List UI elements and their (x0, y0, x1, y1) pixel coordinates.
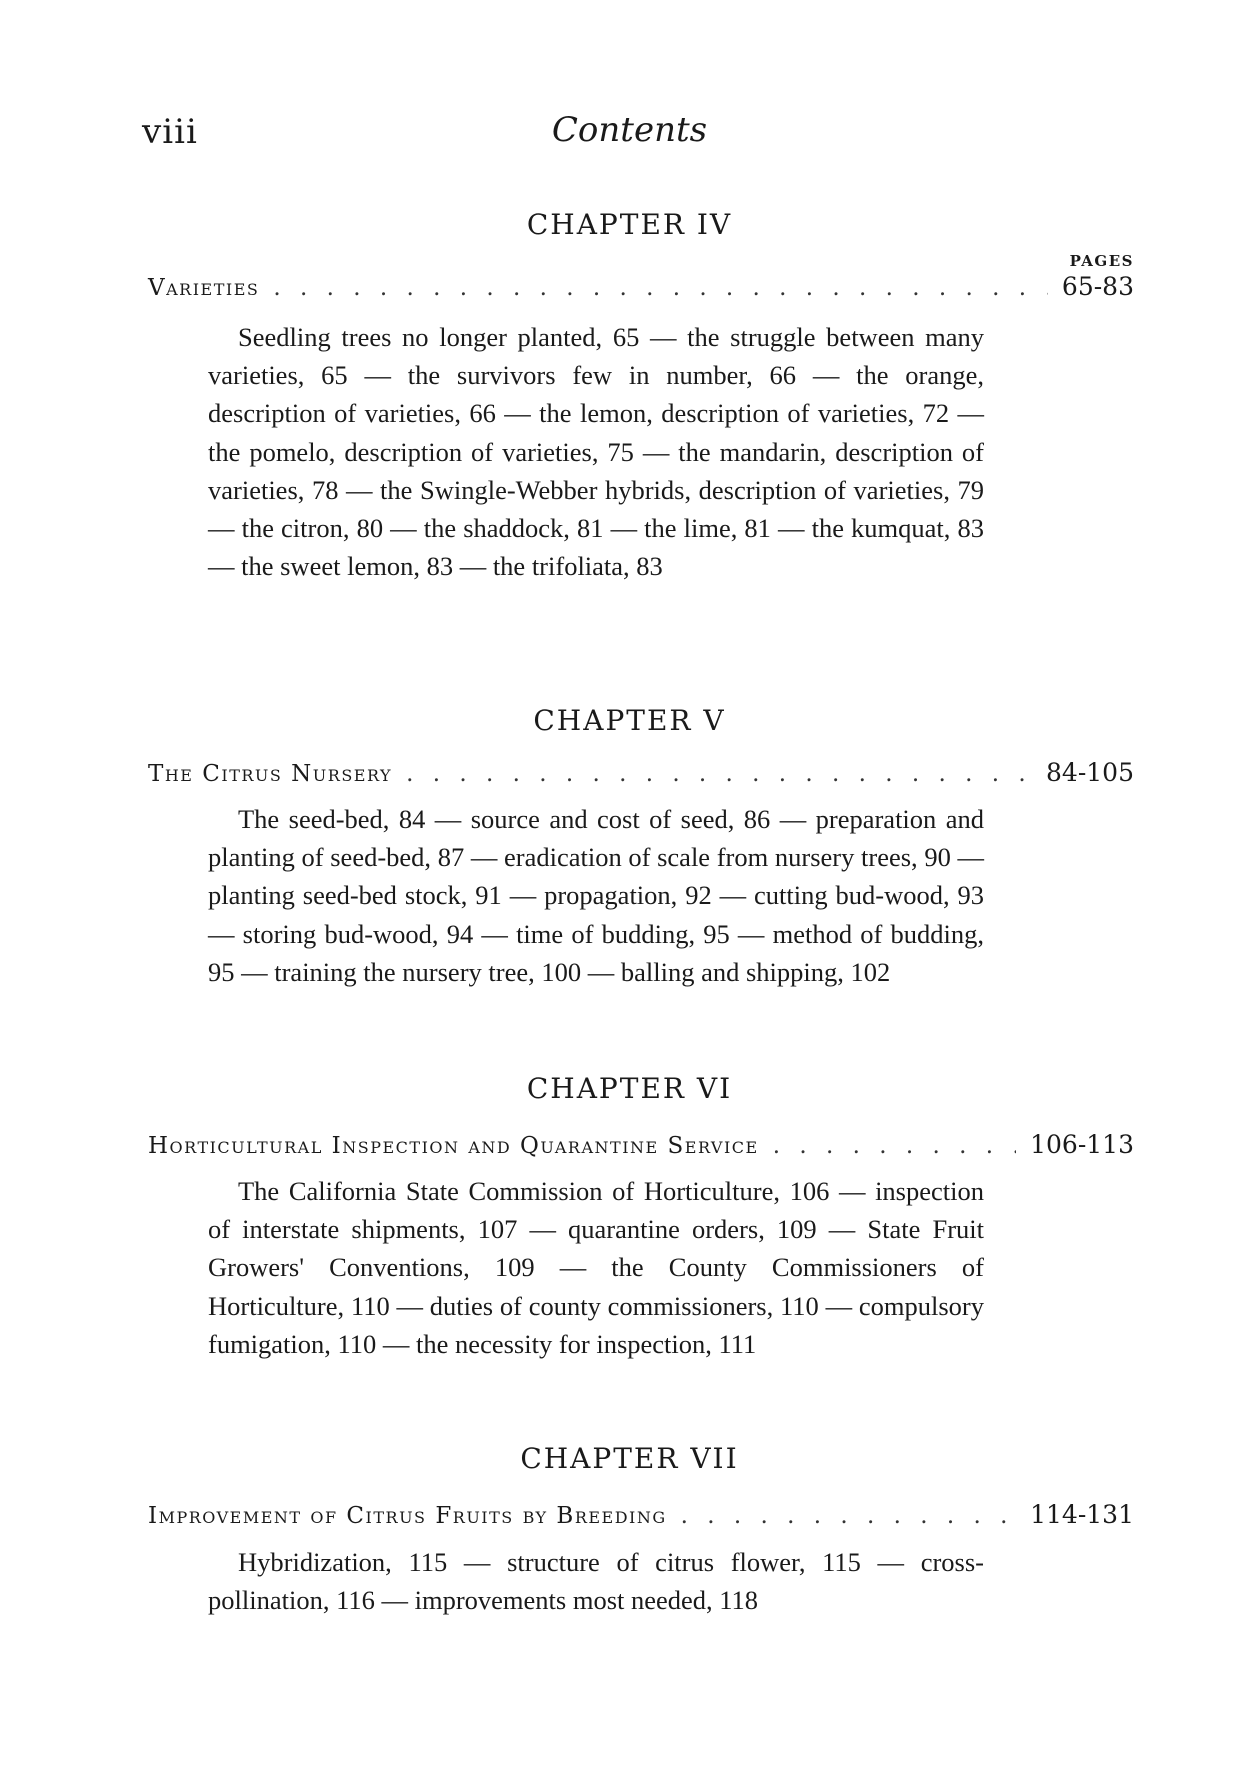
page-number: viii (142, 112, 198, 152)
page-range: 106-113 (1030, 1130, 1134, 1159)
page-range: 114-131 (1030, 1500, 1134, 1529)
toc-entry (148, 1500, 1134, 1529)
chapter-summary: Seedling trees no longer planted, 65 — the struggle between many varieties, 65 — the survivors few in number, 66 — the orange, description of varieties, 66 — the lemon, description of varieties, 72 — the pomelo, description of varieties, 75 — the mandarin, description of varieties, 78 — the Swingle-Webber hybrids, description of varieties, 79 — the citron, 80 — the shaddock, 81 — the lime, 81 — the kumquat, 83 — the sweet lemon, 83 — the trifoliata, 83 (208, 322, 984, 582)
entry-title: Improvement of Citrus Fruits by Breeding (148, 1503, 667, 1529)
chapter-summary: Hybridization, 115 — structure of citrus flower, 115 — cross-pollination, 116 — improvements most needed, 118 (208, 1547, 984, 1616)
entry-title: The Citrus Nursery (148, 761, 393, 787)
dot-leader (773, 1133, 1016, 1159)
toc-entry (148, 758, 1134, 787)
toc-entry (148, 1130, 1134, 1159)
toc-entry (148, 272, 1134, 301)
dot-leader (273, 275, 1048, 301)
chapter-heading: CHAPTER V (533, 704, 726, 737)
chapter-heading: CHAPTER VII (520, 1442, 739, 1475)
page-range: 65-83 (1061, 272, 1134, 301)
page-range: 84-105 (1046, 758, 1134, 787)
chapter-heading: CHAPTER IV (526, 208, 733, 241)
entry-title: Horticultural Inspection and Quarantine Service (148, 1133, 759, 1159)
entry-title: Varieties (148, 275, 260, 301)
pages-column-label: PAGES (1069, 252, 1134, 270)
dot-leader (406, 761, 1032, 787)
running-title: Contents (551, 110, 708, 150)
chapter-summary: The California State Commission of Horticulture, 106 — inspection of interstate shipments, 107 — quarantine orders, 109 — State Fruit Growers' Conventions, 109 — the County Commissioners of Horticulture, 110 — duties of county commissioners, 110 — compulsory fumigation, 110 — the necessity for inspection, 111 (208, 1176, 984, 1359)
chapter-summary: The seed-bed, 84 — source and cost of seed, 86 — preparation and planting of seed-bed, 87 — eradication of scale from nursery trees, 90 — planting seed-bed stock, 91 — propagation, 92 — cutting bud-wood, 93 — storing bud-wood, 94 — time of budding, 95 — method of budding, 95 — training the nursery tree, 100 — balling and shipping, 102 (208, 804, 984, 987)
dot-leader (681, 1503, 1016, 1529)
chapter-heading: CHAPTER VI (526, 1072, 733, 1105)
